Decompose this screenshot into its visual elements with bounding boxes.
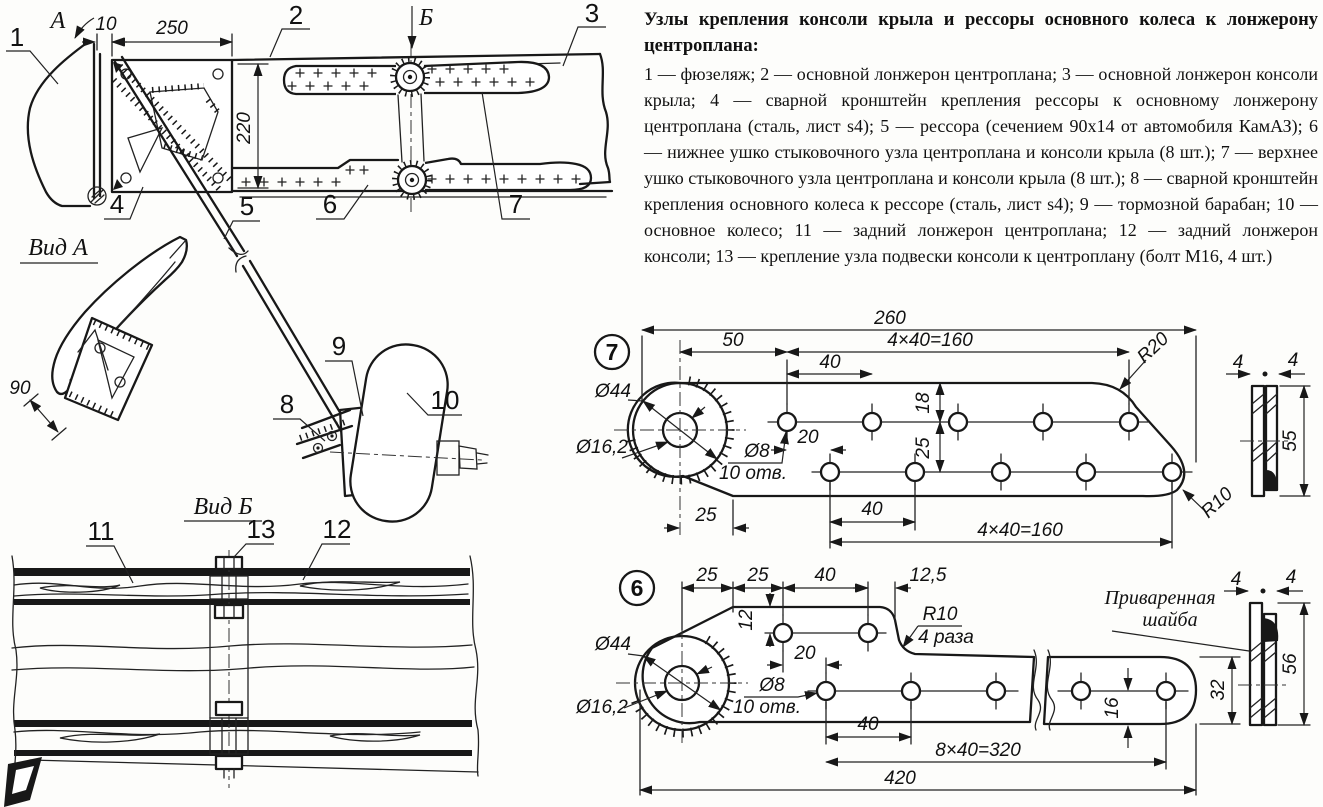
caption-legend: 1 — фюзеляж; 2 — основной лонжерон центроплана; 3 — основной лонжерон консоли крыла; 4 — сварной кронштейн крепления рессоры к основному лонжерону центроплана (сталь, лист s4); 5 — рессора (сечением 90х14 от автомобиля КамАЗ); 6 — нижнее ушко стыковочного узла центроплана и консоли крыла (8 шт.); 7 — верхнее ушко стыковочного узла центроплана и консоли крыла (8 шт.); 8 — сварной кронштейн крепления основного колеса к рессоре (сталь, лист s4); 9 — тормозной барабан; 10 — основное колесо; 11 — задний лонжерон центроплана; 12 — задний лонжерон консоли; 13 — крепление узла подвески консоли к центроплану (болт М16, 4 шт.) bbox=[644, 63, 1318, 267]
sec-height-56: 56 bbox=[1280, 653, 1301, 675]
dim-width-250: 250 bbox=[156, 18, 188, 39]
part6-badge-number: 6 bbox=[630, 575, 644, 601]
r10-note: 4 раза bbox=[918, 627, 974, 648]
callout-7: 7 bbox=[508, 189, 524, 219]
view-a-arrow bbox=[75, 18, 94, 38]
view-a-arrow-label: А bbox=[50, 8, 66, 34]
part6-detail bbox=[575, 565, 1310, 795]
dim-8x40: 8×40=320 bbox=[935, 740, 1021, 761]
dim-260: 260 bbox=[874, 308, 906, 329]
upper-left-lug bbox=[284, 66, 396, 94]
callout-8: 8 bbox=[279, 389, 295, 419]
dim-r10: R10 bbox=[1197, 483, 1238, 523]
dim-90: 90 bbox=[9, 378, 31, 399]
callout-5: 5 bbox=[239, 191, 255, 221]
dim-40-bot: 40 bbox=[857, 714, 879, 735]
caption-title: Узлы крепления консоли крыла и рессоры основного колеса к лонжерону центроплана: bbox=[644, 10, 1318, 56]
sec-thk-2: 4 bbox=[1287, 350, 1299, 371]
view-b-title: Вид Б bbox=[193, 494, 253, 520]
dim-50: 50 bbox=[722, 330, 744, 351]
sec-height-55: 55 bbox=[1280, 430, 1301, 452]
dim-32: 32 bbox=[1208, 679, 1229, 701]
dim-18: 18 bbox=[913, 392, 934, 414]
dim-25-bot: 25 bbox=[695, 505, 717, 526]
bore-dia: Ø16,2 bbox=[576, 697, 628, 718]
bolt-nut-mid bbox=[215, 605, 243, 618]
dim-20: 20 bbox=[794, 643, 816, 664]
callout-4: 4 bbox=[109, 189, 125, 219]
bore-dia: Ø16,2 bbox=[576, 437, 628, 458]
washer-note-1: Приваренная bbox=[1104, 587, 1216, 609]
bolt-head-top bbox=[216, 557, 242, 569]
dim-40-bot: 40 bbox=[861, 499, 883, 520]
hole-dia: Ø8 bbox=[759, 675, 785, 696]
sec-thk-1: 4 bbox=[1230, 569, 1242, 590]
callout-3: 3 bbox=[584, 0, 600, 28]
part7-hole bbox=[778, 413, 796, 431]
dim-gap-10: 10 bbox=[95, 14, 117, 35]
part6-section bbox=[1224, 567, 1310, 725]
bolt-head-bottom bbox=[216, 756, 242, 769]
hole-qty: 10 отв. bbox=[732, 697, 802, 718]
dim-20: 20 bbox=[797, 427, 819, 448]
dim-420: 420 bbox=[884, 768, 916, 789]
callout-12: 12 bbox=[322, 514, 352, 544]
washer-note-2: шайба bbox=[1142, 609, 1198, 631]
dim-12-5: 12,5 bbox=[909, 565, 947, 586]
callout-6: 6 bbox=[322, 189, 338, 219]
sec-thk-2: 4 bbox=[1285, 567, 1297, 588]
hole-dia: Ø8 bbox=[744, 441, 770, 462]
boss-dia: Ø44 bbox=[595, 634, 631, 655]
beam1-break bbox=[12, 644, 472, 649]
callout-10: 10 bbox=[430, 385, 460, 415]
callout-11: 11 bbox=[87, 516, 115, 546]
wheel-unit bbox=[273, 331, 488, 527]
dim-25b: 25 bbox=[747, 565, 769, 586]
main-wheel bbox=[345, 339, 454, 528]
callout-1: 1 bbox=[9, 22, 25, 52]
dim-4x40-top: 4×40=160 bbox=[887, 330, 973, 351]
part7-detail bbox=[575, 308, 1310, 548]
callout-13: 13 bbox=[246, 514, 276, 544]
dim-height-220: 220 bbox=[234, 112, 255, 144]
dim-40-top: 40 bbox=[819, 352, 841, 373]
callout-2: 2 bbox=[288, 0, 304, 30]
view-b bbox=[4, 494, 479, 807]
beam2-break bbox=[12, 666, 474, 671]
boss-dia: Ø44 bbox=[595, 381, 631, 402]
lower-right-lug bbox=[425, 159, 591, 190]
fuselage-outline bbox=[28, 42, 90, 206]
view-a bbox=[9, 235, 186, 440]
callout-9: 9 bbox=[331, 331, 347, 361]
view-b-arrow-label: Б bbox=[419, 5, 434, 31]
figure-caption bbox=[644, 8, 1318, 270]
console-spar-edge bbox=[580, 54, 610, 184]
dim-12: 12 bbox=[736, 609, 757, 631]
axle-nut bbox=[459, 446, 488, 469]
dim-25-rows: 25 bbox=[913, 437, 934, 459]
dim-25a: 25 bbox=[696, 565, 718, 586]
fuselage-wall bbox=[94, 44, 100, 198]
view-a-title: Вид А bbox=[28, 235, 88, 261]
r10-label: R10 bbox=[922, 604, 958, 625]
part7-plate bbox=[628, 383, 1184, 496]
hole-qty: 10 отв. bbox=[718, 463, 788, 484]
part7-badge-number: 7 bbox=[605, 339, 619, 365]
dim-40-top: 40 bbox=[814, 565, 836, 586]
part6-hole bbox=[774, 624, 792, 642]
dim-r20: R20 bbox=[1133, 328, 1174, 368]
sec-thk-1: 4 bbox=[1232, 352, 1244, 373]
dim-16: 16 bbox=[1102, 697, 1123, 719]
dim-4x40-bot: 4×40=160 bbox=[977, 520, 1063, 541]
part7-section bbox=[1226, 350, 1310, 496]
